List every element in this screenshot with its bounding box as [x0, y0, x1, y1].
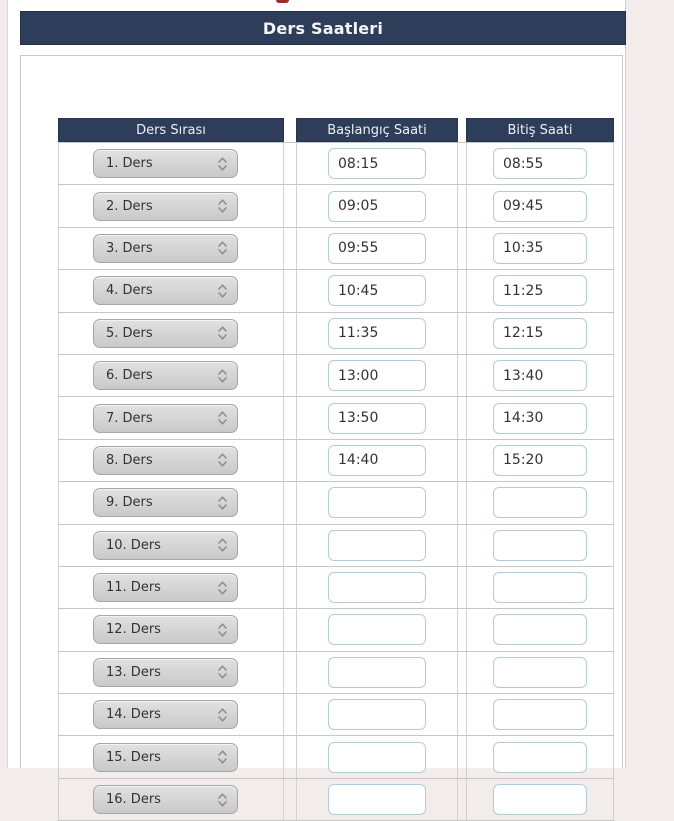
table-row	[58, 779, 614, 821]
start-time-cell	[296, 567, 458, 608]
table-body	[58, 142, 614, 821]
lesson-order-select-value: 8. Ders	[106, 452, 153, 468]
start-time-input[interactable]	[328, 191, 426, 222]
lesson-order-select[interactable]	[93, 361, 238, 390]
lesson-order-select[interactable]	[93, 446, 238, 475]
lesson-order-cell	[58, 736, 284, 777]
lesson-order-cell	[58, 397, 284, 438]
end-time-input[interactable]	[493, 742, 587, 773]
lesson-order-select[interactable]	[93, 276, 238, 305]
table-row	[58, 228, 614, 270]
lesson-order-select[interactable]	[93, 573, 238, 602]
lesson-order-cell	[58, 313, 284, 354]
start-time-cell	[296, 779, 458, 820]
start-time-input[interactable]	[328, 318, 426, 349]
end-time-cell	[466, 736, 614, 777]
end-time-input[interactable]	[493, 403, 587, 434]
up-down-chevron-icon	[218, 453, 227, 467]
lesson-order-select-value: 1. Ders	[106, 156, 153, 172]
schedule-panel	[20, 55, 623, 808]
lesson-order-select[interactable]	[93, 615, 238, 644]
column-header-lesson-order: Ders Sırası	[58, 118, 284, 142]
lesson-order-cell	[58, 609, 284, 650]
end-time-input[interactable]	[493, 784, 587, 815]
lesson-order-select-value: 2. Ders	[106, 198, 153, 214]
start-time-input[interactable]	[328, 233, 426, 264]
end-time-cell	[466, 143, 614, 184]
end-time-cell	[466, 270, 614, 311]
up-down-chevron-icon	[218, 581, 227, 595]
start-time-cell	[296, 440, 458, 481]
lesson-order-select[interactable]	[93, 743, 238, 772]
table-row	[58, 482, 614, 524]
start-time-cell	[296, 609, 458, 650]
end-time-input[interactable]	[493, 699, 587, 730]
end-time-cell	[466, 609, 614, 650]
end-time-cell	[466, 313, 614, 354]
start-time-cell	[296, 270, 458, 311]
end-time-input[interactable]	[493, 360, 587, 391]
start-time-input[interactable]	[328, 148, 426, 179]
lesson-order-cell	[58, 440, 284, 481]
start-time-input[interactable]	[328, 657, 426, 688]
start-time-input[interactable]	[328, 699, 426, 730]
lesson-order-select-value: 14. Ders	[106, 707, 161, 723]
start-time-cell	[296, 143, 458, 184]
table-row	[58, 525, 614, 567]
start-time-input[interactable]	[328, 742, 426, 773]
lesson-order-select[interactable]	[93, 319, 238, 348]
table-row	[58, 567, 614, 609]
end-time-cell	[466, 779, 614, 820]
end-time-input[interactable]	[493, 191, 587, 222]
start-time-input[interactable]	[328, 530, 426, 561]
lesson-order-cell	[58, 694, 284, 735]
lesson-order-select[interactable]	[93, 192, 238, 221]
up-down-chevron-icon	[218, 326, 227, 340]
up-down-chevron-icon	[218, 623, 227, 637]
end-time-cell	[466, 652, 614, 693]
lesson-order-cell	[58, 652, 284, 693]
end-time-cell	[466, 482, 614, 523]
lesson-order-select[interactable]	[93, 149, 238, 178]
end-time-cell	[466, 694, 614, 735]
lesson-order-cell	[58, 567, 284, 608]
lesson-order-cell	[58, 525, 284, 566]
start-time-cell	[296, 355, 458, 396]
up-down-chevron-icon	[218, 199, 227, 213]
start-time-input[interactable]	[328, 487, 426, 518]
table-row	[58, 694, 614, 736]
lesson-order-select-value: 16. Ders	[106, 792, 161, 808]
lesson-order-select-value: 4. Ders	[106, 283, 153, 299]
lesson-order-cell	[58, 355, 284, 396]
up-down-chevron-icon	[218, 496, 227, 510]
start-time-input[interactable]	[328, 360, 426, 391]
start-time-cell	[296, 482, 458, 523]
end-time-input[interactable]	[493, 530, 587, 561]
up-down-chevron-icon	[218, 284, 227, 298]
table-row	[58, 652, 614, 694]
lesson-order-select-value: 7. Ders	[106, 410, 153, 426]
end-time-cell	[466, 355, 614, 396]
end-time-cell	[466, 567, 614, 608]
column-header-end-time: Bitiş Saati	[466, 118, 614, 142]
start-time-cell	[296, 313, 458, 354]
start-time-cell	[296, 525, 458, 566]
start-time-input[interactable]	[328, 614, 426, 645]
end-time-cell	[466, 397, 614, 438]
lesson-order-select[interactable]	[93, 658, 238, 687]
lesson-order-select-value: 3. Ders	[106, 240, 153, 256]
start-time-cell	[296, 228, 458, 269]
up-down-chevron-icon	[218, 157, 227, 171]
end-time-input[interactable]	[493, 233, 587, 264]
end-time-cell	[466, 525, 614, 566]
end-time-cell	[466, 228, 614, 269]
lesson-order-cell	[58, 779, 284, 820]
start-time-input[interactable]	[328, 275, 426, 306]
up-down-chevron-icon	[218, 708, 227, 722]
lesson-order-select-value: 15. Ders	[106, 749, 161, 765]
lesson-order-cell	[58, 185, 284, 226]
end-time-input[interactable]	[493, 487, 587, 518]
lesson-order-select-value: 13. Ders	[106, 664, 161, 680]
table-row	[58, 609, 614, 651]
start-time-input[interactable]	[328, 572, 426, 603]
lesson-order-cell	[58, 228, 284, 269]
up-down-chevron-icon	[218, 241, 227, 255]
start-time-cell	[296, 185, 458, 226]
start-time-input[interactable]	[328, 445, 426, 476]
table-row	[58, 185, 614, 227]
page-title-bar	[20, 11, 626, 45]
lesson-order-cell	[58, 482, 284, 523]
end-time-input[interactable]	[493, 318, 587, 349]
end-time-input[interactable]	[493, 445, 587, 476]
table-row	[58, 355, 614, 397]
cutoff-red-text-fragment	[276, 0, 289, 3]
start-time-input[interactable]	[328, 403, 426, 434]
lesson-order-select-value: 11. Ders	[106, 580, 161, 596]
up-down-chevron-icon	[218, 750, 227, 764]
table-row	[58, 313, 614, 355]
up-down-chevron-icon	[218, 538, 227, 552]
lesson-order-select[interactable]	[93, 785, 238, 814]
up-down-chevron-icon	[218, 411, 227, 425]
lesson-order-cell	[58, 143, 284, 184]
end-time-input[interactable]	[493, 614, 587, 645]
start-time-cell	[296, 736, 458, 777]
lesson-order-select-value: 12. Ders	[106, 622, 161, 638]
lesson-order-cell	[58, 270, 284, 311]
content-container	[7, 0, 626, 808]
lesson-order-select[interactable]	[93, 404, 238, 433]
lesson-order-select[interactable]	[93, 531, 238, 560]
start-time-cell	[296, 397, 458, 438]
lesson-order-select-value: 10. Ders	[106, 537, 161, 553]
table-row	[58, 736, 614, 778]
end-time-cell	[466, 440, 614, 481]
lesson-order-select[interactable]	[93, 488, 238, 517]
start-time-cell	[296, 652, 458, 693]
end-time-input[interactable]	[493, 657, 587, 688]
up-down-chevron-icon	[218, 665, 227, 679]
end-time-input[interactable]	[493, 275, 587, 306]
lesson-order-select-value: 9. Ders	[106, 495, 153, 511]
lesson-order-select[interactable]	[93, 700, 238, 729]
table-row	[58, 397, 614, 439]
end-time-cell	[466, 185, 614, 226]
up-down-chevron-icon	[218, 793, 227, 807]
lesson-order-select-value: 6. Ders	[106, 368, 153, 384]
lesson-order-select[interactable]	[93, 234, 238, 263]
page-title: Ders Saatleri	[262, 18, 384, 38]
end-time-input[interactable]	[493, 572, 587, 603]
table-header-row	[58, 118, 614, 142]
lesson-times-table	[58, 118, 614, 821]
up-down-chevron-icon	[218, 369, 227, 383]
start-time-input[interactable]	[328, 784, 426, 815]
table-row	[58, 440, 614, 482]
table-row	[58, 143, 614, 185]
column-header-start-time: Başlangıç Saati	[296, 118, 458, 142]
table-row	[58, 270, 614, 312]
start-time-cell	[296, 694, 458, 735]
end-time-input[interactable]	[493, 148, 587, 179]
lesson-order-select-value: 5. Ders	[106, 325, 153, 341]
